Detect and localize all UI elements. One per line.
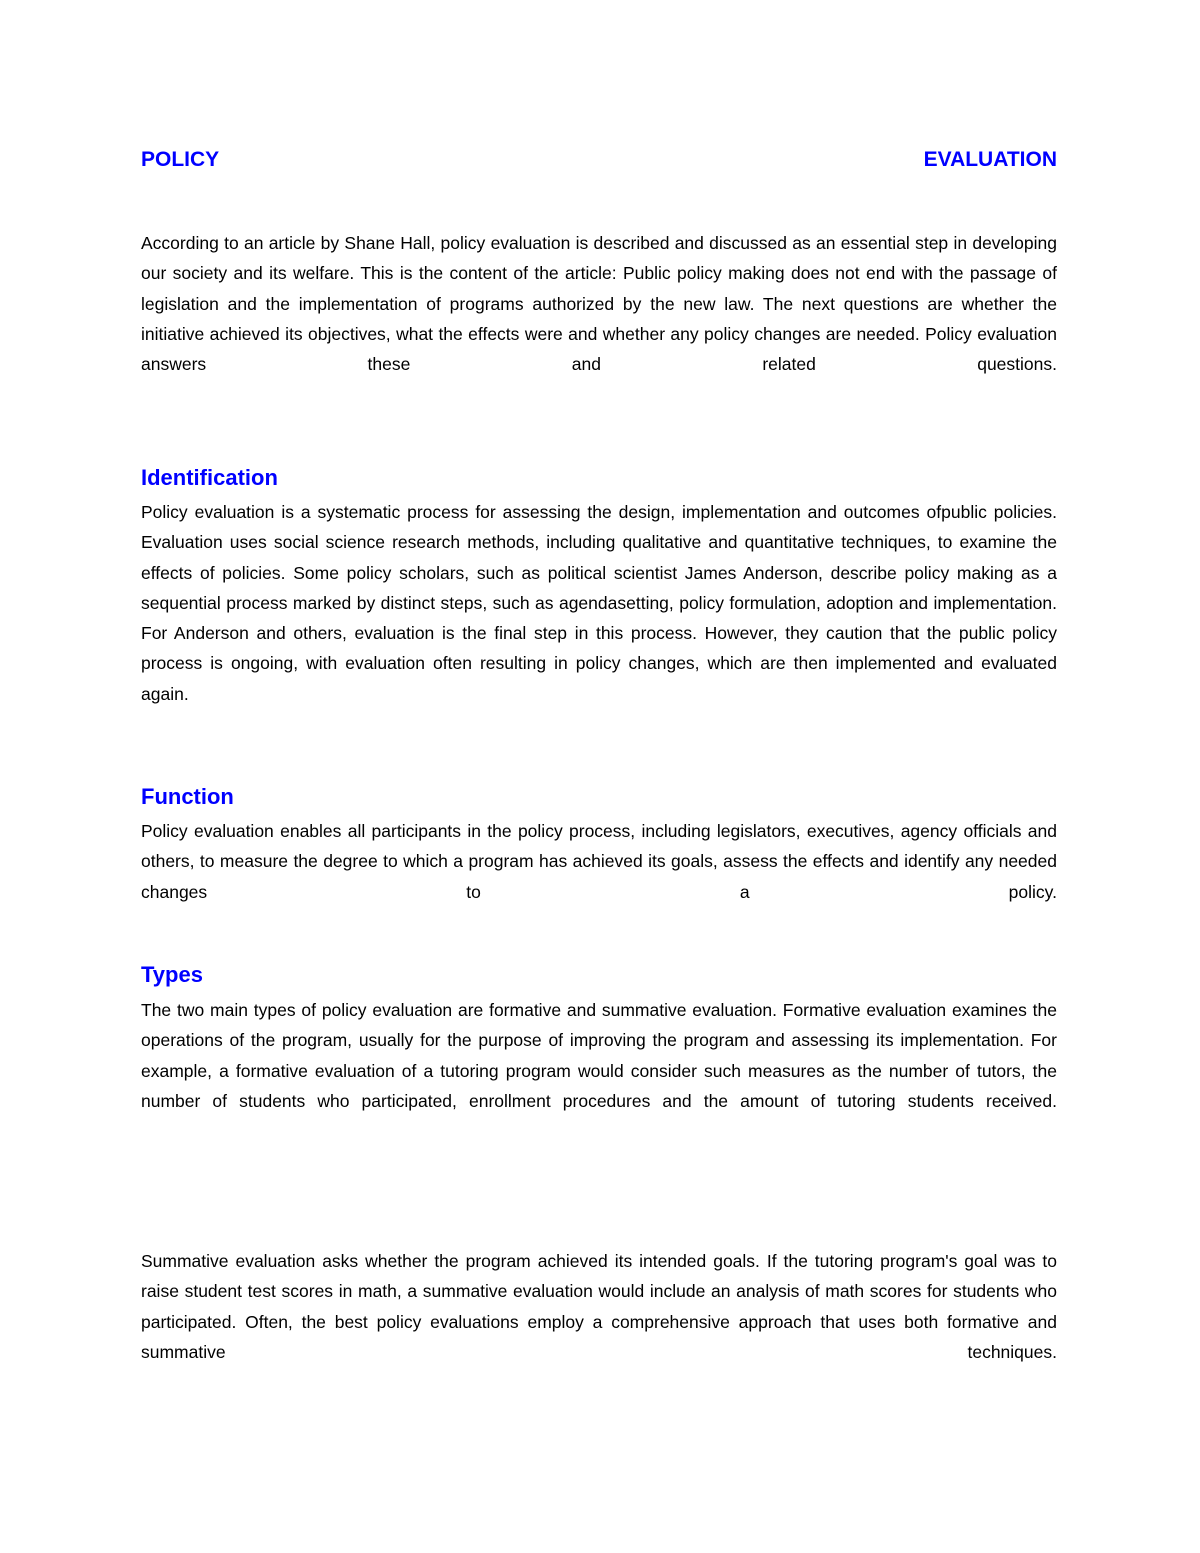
- title-left: POLICY: [141, 148, 220, 171]
- title-right: EVALUATION: [923, 148, 1057, 171]
- function-paragraph: Policy evaluation enables all participants in the policy process, including legislators, executives, agency officials and others, to measure the degree to which a program has achieved its goals, assess the effects and identify any needed changes to a policy.: [141, 821, 1057, 902]
- heading-types: Types: [141, 962, 203, 987]
- types-paragraph: The two main types of policy evaluation are formative and summative evaluation. Formative evaluation examines the operations of the program, usually for the purpose of improving the program and assessing its implementation. For example, a formative evaluation of a tutoring program would consider such measures as the number of tutors, the number of students who participated, enrollment procedures and the amount of tutoring students received.: [141, 1000, 1057, 1111]
- heading-identification: Identification: [141, 465, 278, 490]
- identification-paragraph: Policy evaluation is a systematic process for assessing the design, implementation and outcomes ofpublic policies. Evaluation uses social science research methods, including qualitative and quantitative techniques, to examine the effects of policies. Some policy scholars, such as political scientist James Anderson, describe policy making as a sequential process marked by distinct steps, such as agendasetting, policy formulation, adoption and implementation. For Anderson and others, evaluation is the final step in this process. However, they caution that the public policy process is ongoing, with evaluation often resulting in policy changes, which are then implemented and evaluated again.: [141, 502, 1057, 704]
- heading-function: Function: [141, 784, 234, 809]
- document-title: [141, 146, 1057, 174]
- summative-paragraph: Summative evaluation asks whether the program achieved its intended goals. If the tutoring program's goal was to raise student test scores in math, a summative evaluation would include an analysis of math scores for students who participated. Often, the best policy evaluations employ a comprehensive approach that uses both formative and summative techniques.: [141, 1251, 1057, 1362]
- intro-paragraph: According to an article by Shane Hall, policy evaluation is described and discussed as an essential step in developing our society and its welfare. This is the content of the article: Public policy making does not end with the passage of legislation and the implementation of programs authorized by the new law. The next questions are whether the initiative achieved its objectives, what the effects were and whether any policy changes are needed. Policy evaluation answers these and related questions.: [141, 233, 1057, 375]
